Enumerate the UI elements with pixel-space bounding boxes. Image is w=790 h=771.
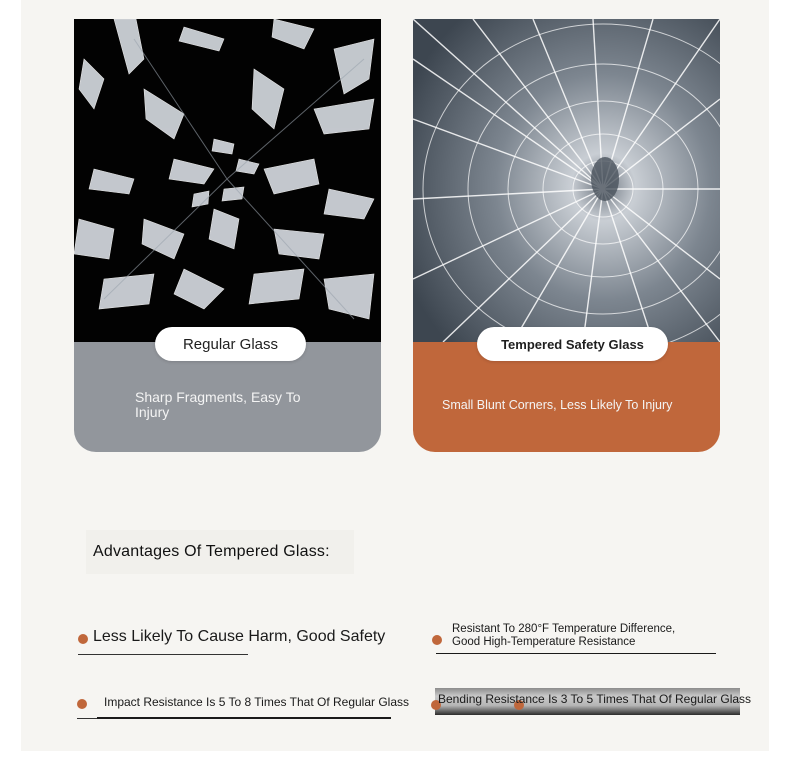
advantage-item-bending: Bending Resistance Is 3 To 5 Times That Of Regular Glass (438, 692, 752, 706)
regular-glass-label: Regular Glass (155, 327, 306, 361)
advantage-item-temperature (452, 623, 675, 649)
divider (78, 654, 248, 655)
shattered-glass-image (74, 19, 381, 342)
advantage-item-safety: Less Likely To Cause Harm, Good Safety (93, 628, 386, 645)
divider (77, 718, 97, 719)
advantage-item-impact: Impact Resistance Is 5 To 8 Times That Of Regular Glass (104, 695, 410, 709)
advantages-title (86, 530, 354, 574)
divider (436, 653, 716, 654)
tempered-glass-label: Tempered Safety Glass (477, 327, 668, 361)
advantages-title-text: Advantages Of Tempered Glass: (93, 543, 330, 560)
regular-glass-description: Sharp Fragments, Easy To Injury (135, 389, 301, 420)
divider (97, 717, 391, 719)
regular-glass-card (74, 19, 381, 452)
bullet-icon (432, 635, 442, 645)
temperature-line-2: Good High-Temperature Resistance (452, 636, 636, 648)
bullet-icon (77, 699, 87, 709)
tempered-glass-card (413, 19, 720, 452)
bullet-icon (78, 634, 88, 644)
tempered-glass-description: Small Blunt Corners, Less Likely To Injury (442, 398, 673, 412)
temperature-line-1: Resistant To 280°F Temperature Difference, (452, 623, 676, 635)
cracked-tempered-glass-image (413, 19, 720, 342)
